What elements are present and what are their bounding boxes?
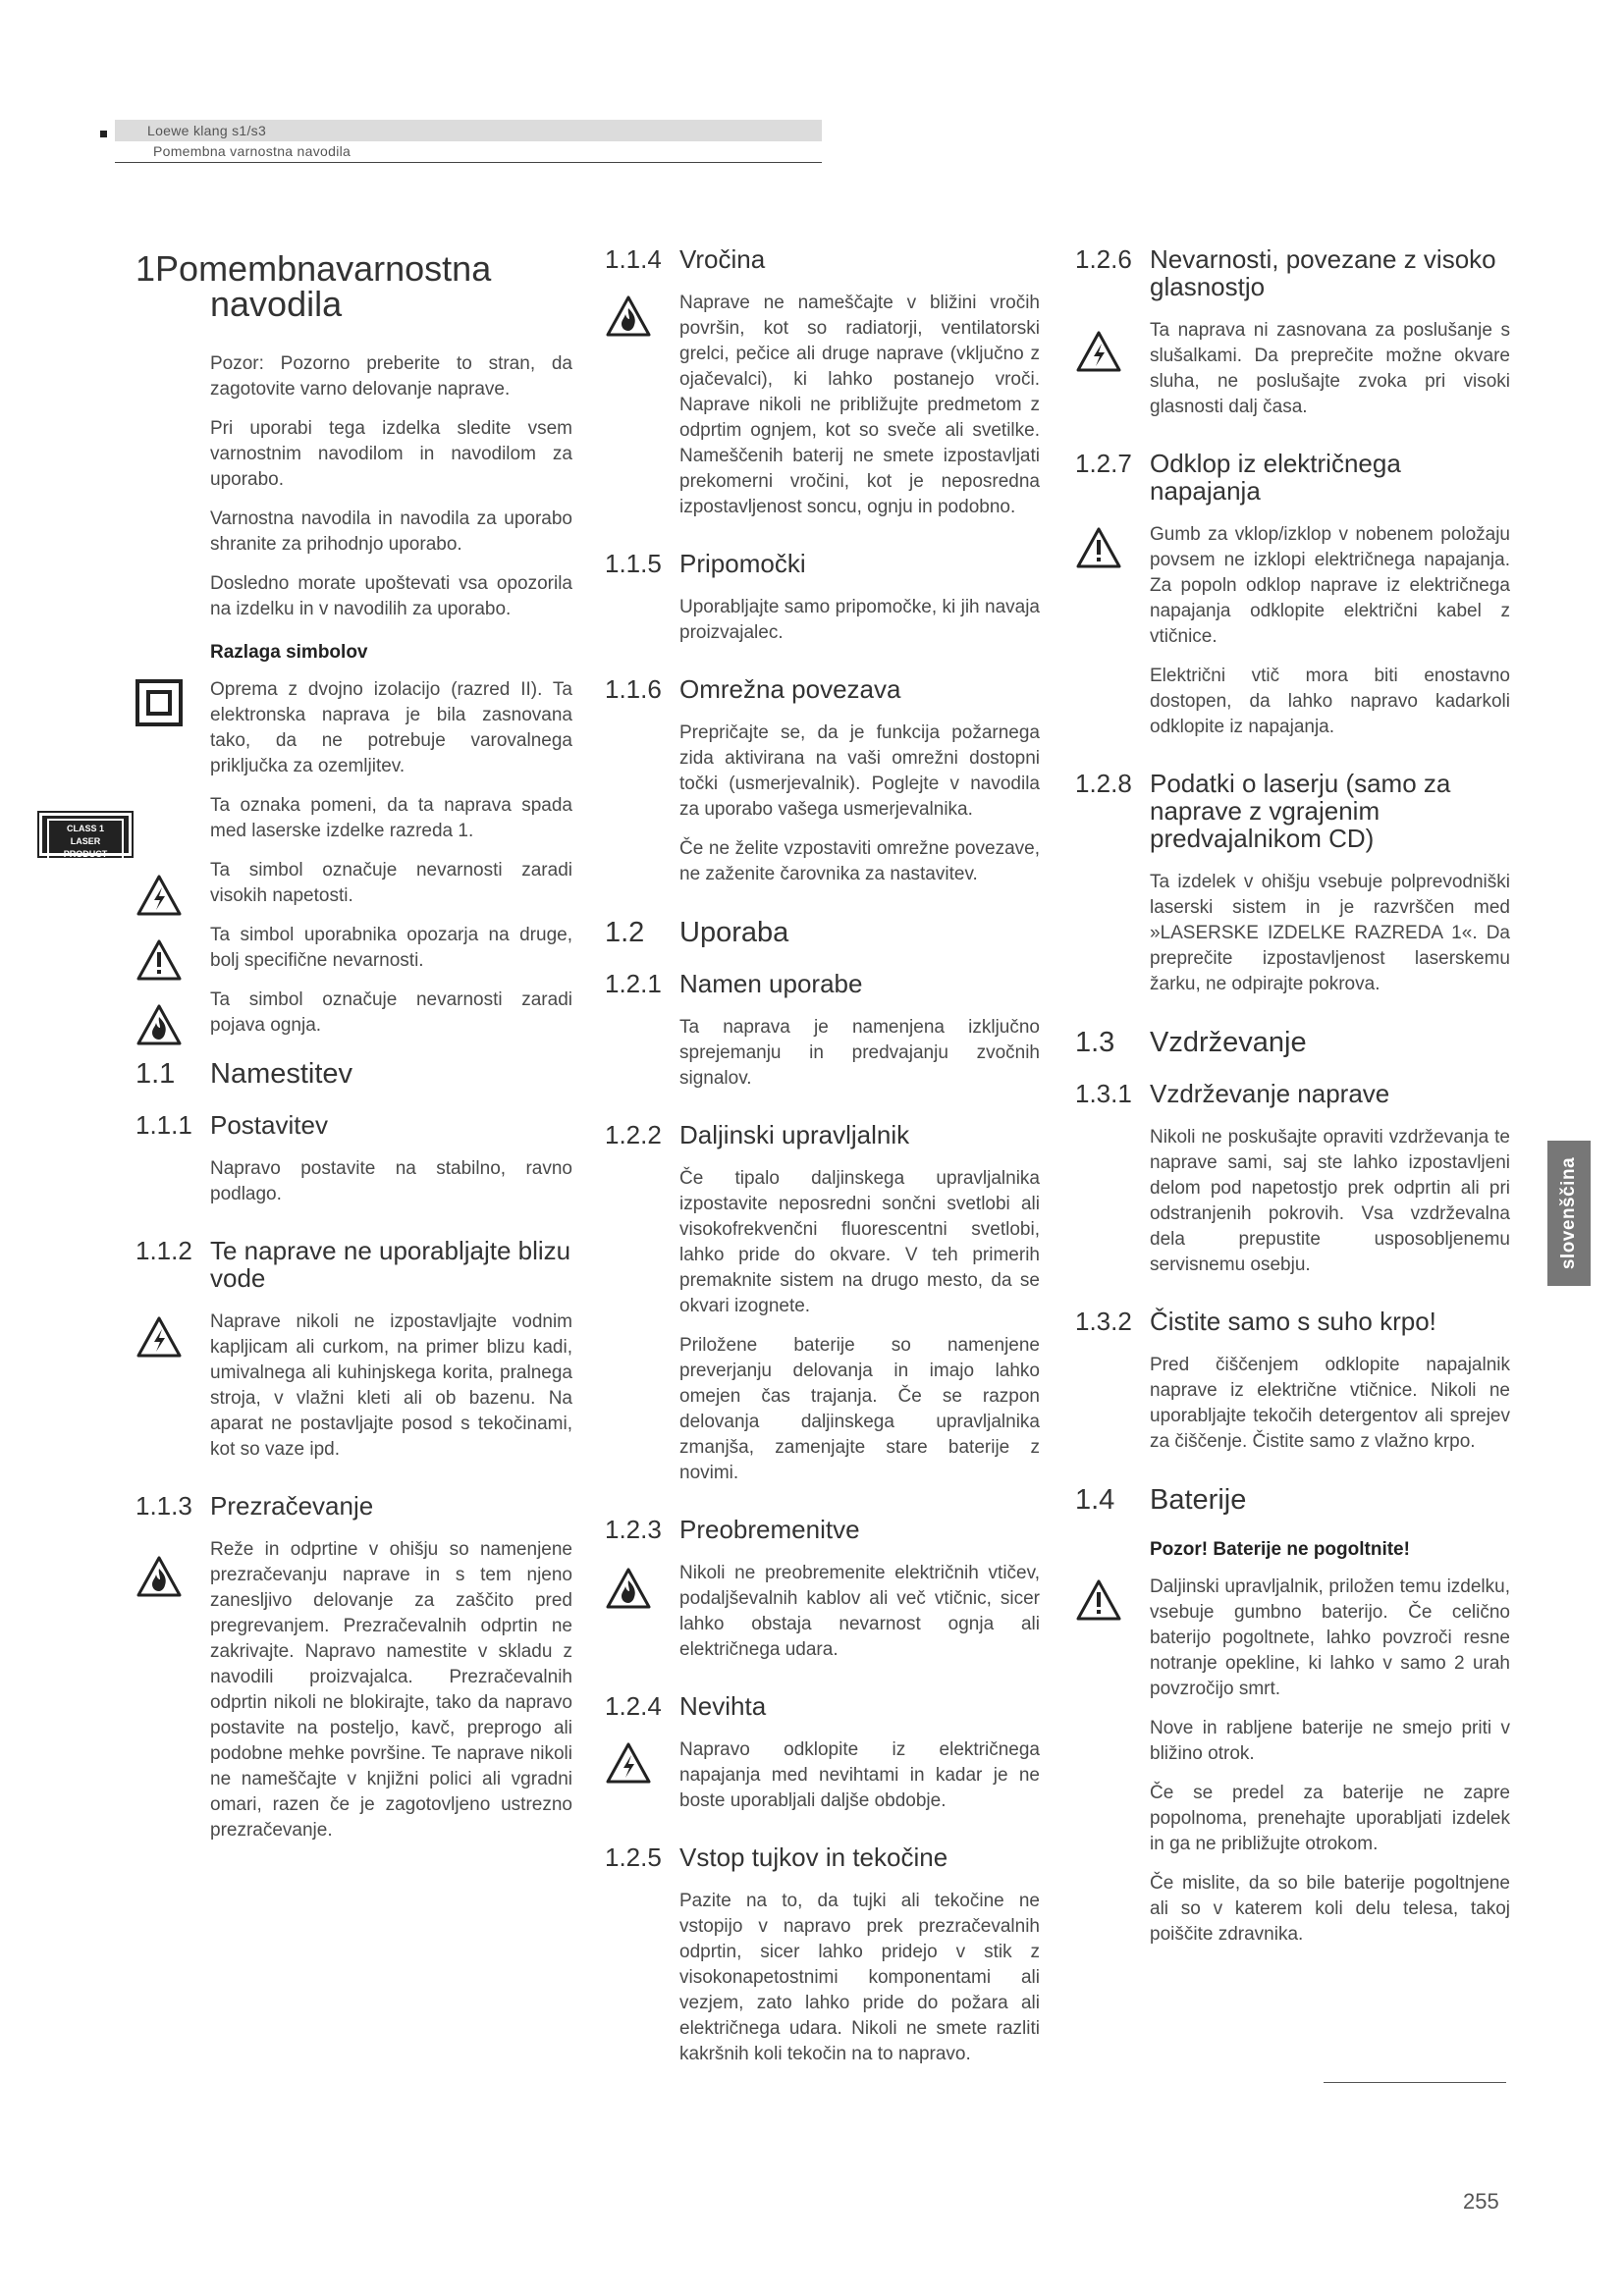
- subsection-heading: [1075, 245, 1510, 300]
- subsection-heading: [135, 1111, 572, 1139]
- subsection-heading: [135, 1237, 572, 1292]
- header-product: Loewe klang s1/s3: [115, 120, 822, 141]
- section-heading: [135, 1058, 572, 1090]
- warning-block: [1075, 1575, 1510, 1702]
- subsection-heading: [605, 675, 1040, 703]
- language-tab-label: slovenščina: [1558, 1156, 1579, 1270]
- section-title: Namestitev: [210, 1058, 353, 1090]
- laser-label-line-2: LASER PRODUCT: [63, 836, 108, 859]
- body-paragraph: Nikoli ne preobremenite električnih vtičev, podaljševalnih kablov ali več vtičnic, sicer lahko obstaja nevarnost ognja ali električnega udara.: [679, 1563, 1040, 1660]
- body-paragraph: Gumb za vklop/izklop v nobenem položaju povsem ne izklopi električnega napajanja. Za popoln odklop naprave iz električnega napajanja odklopite električni kabel z vtičnice.: [1150, 524, 1510, 647]
- symbol-entry: [63, 793, 572, 859]
- subsection-number: 1.2.6: [1075, 244, 1132, 274]
- section-number: 1.1: [135, 1058, 176, 1090]
- body-paragraph: Naprave nikoli ne izpostavljajte vodnim kapljicam ali curkom, na primer blizu kadi, umivalnega ali kuhinjskega korita, pralnega stroja, v vlažni kleti ali ob bazenu. Na aparat ne postavljajte posod s tekočinami, kot so vaze ipd.: [210, 1311, 572, 1460]
- title-number: 1: [135, 248, 156, 289]
- symbol-text: Ta simbol označuje nevarnosti zaradi visokih napetosti.: [210, 860, 572, 906]
- body-paragraph: Če mislite, da so bile baterije pogoltnjene ali so v katerem koli delu telesa, takoj poiščite zdravnika.: [1150, 1873, 1510, 1945]
- subsection-heading: [135, 1492, 572, 1520]
- body-paragraph: Reže in odprtine v ohišju so namenjene prezračevanju naprave in s tem njeno zanesljivo delovanje za zaščito pred pregrevanjem. Prezračevalnih odprtin ne zakrivajte. Napravo namestite v skladu z navodili proizvajalca. Prezračevalnih odprtin nikoli ne blokirajte, tako da napravo postavite na posteljo, kavč, preprogo ali podobne mehke površine. Te naprave nikoli ne nameščajte v knjižni polici ali vgradni omari, razen če je zagotovljeno ustrezno prezračevanje.: [210, 1539, 572, 1841]
- subsection-number: 1.1.2: [135, 1236, 192, 1265]
- subsection-number: 1.1.1: [135, 1110, 192, 1140]
- title-line-1: Pomembnavarnostna: [155, 248, 492, 289]
- intro-paragraph: Varnostna navodila in navodila za uporabo shranite za prihodnjo uporabo.: [210, 508, 572, 555]
- subsection-heading: [1075, 1308, 1510, 1335]
- subsection-number: 1.1.6: [605, 674, 662, 704]
- subsection-title: Vstop tujkov in tekočine: [679, 1842, 948, 1872]
- body-paragraph: Če tipalo daljinskega upravljalnika izpostavite neposredni sončni svetlobi ali visokofrekvenčni fluorescentni svetlobi, lahko pride do okvare. V teh primerih premaknite sistem na drugo mesto, da se okvari izognete.: [679, 1168, 1040, 1316]
- body-paragraph: Priložene baterije so namenjene preverjanju delovanja in imajo lahko omejen čas trajanja. Če se razpon delovanja daljinskega upravljalnika zmanjša, zamenjajte stare baterije z novimi.: [679, 1335, 1040, 1483]
- high-voltage-warning-icon: [1075, 330, 1122, 373]
- body-paragraph: Nikoli ne poskušajte opraviti vzdrževanja te naprave sami, saj ste lahko izpostavljeni delom pod napetostjo prek odprtin ali pri odstranjenih pokrovih. Vsa vzdrževalna dela prepustite usposobljenemu servisnemu osebju.: [1150, 1127, 1510, 1275]
- header-bullet-icon: [100, 131, 107, 137]
- section-heading: [1075, 1027, 1510, 1058]
- subsection-title: Nevihta: [679, 1691, 767, 1721]
- subsection-heading: [1075, 450, 1510, 505]
- body-paragraph: Nove in rabljene baterije ne smejo priti v bližino otrok.: [1150, 1718, 1510, 1764]
- warning-block: [605, 1737, 1040, 1814]
- subsection-number: 1.1.5: [605, 549, 662, 578]
- subsection-number: 1.2.3: [605, 1515, 662, 1544]
- subsection-title: Vzdrževanje naprave: [1150, 1079, 1390, 1108]
- intro-paragraph: Dosledno morate upoštevati vsa opozorila na izdelku in v navodilih za uporabo.: [210, 573, 572, 619]
- subsection-heading: [1075, 1080, 1510, 1107]
- subsection-title: Odklop iz električnega napajanja: [1150, 449, 1401, 506]
- symbol-entry: [135, 677, 572, 779]
- language-tab: [1547, 1141, 1591, 1286]
- section-heading: [605, 917, 1040, 948]
- fire-warning-icon: [605, 1567, 652, 1610]
- battery-warning-heading: Pozor! Baterije ne pogoltnite!: [1150, 1539, 1410, 1560]
- section-number: 1.3: [1075, 1027, 1115, 1058]
- fire-warning-icon: [605, 294, 652, 338]
- header-section: Pomembna varnostna navodila: [115, 141, 822, 163]
- subsection-number: 1.2.8: [1075, 769, 1132, 798]
- subsection-title: Preobremenitve: [679, 1515, 860, 1544]
- body-paragraph: Ta naprava je namenjena izključno sprejemanju in predvajanju zvočnih signalov.: [679, 1017, 1040, 1089]
- subsection-number: 1.3.1: [1075, 1079, 1132, 1108]
- intro-paragraph: Pozor: Pozorno preberite to stran, da zagotovite varno delovanje naprave.: [210, 353, 572, 400]
- body-paragraph: Uporabljajte samo pripomočke, ki jih navaja proizvajalec.: [679, 597, 1040, 643]
- subsection-number: 1.1.3: [135, 1491, 192, 1521]
- general-warning-icon: [1075, 526, 1122, 569]
- fire-warning-icon: [135, 1555, 183, 1598]
- subsection-title: Namen uporabe: [679, 969, 863, 998]
- warning-block: [605, 291, 1040, 520]
- subsection-heading: [605, 970, 1040, 997]
- body-paragraph: Če ne želite vzpostaviti omrežne povezave, ne zaženite čarovnika za nastavitev.: [679, 838, 1040, 884]
- section-number: 1.4: [1075, 1484, 1115, 1516]
- symbol-text: Oprema z dvojno izolacijo (razred II). Ta elektronska naprava je bila zasnovana tako, da ne potrebuje varovalnega priključka za ozemljitev.: [210, 679, 572, 776]
- symbol-entry: [135, 923, 572, 974]
- subsection-heading: [605, 1121, 1040, 1148]
- subsection-number: 1.2.1: [605, 969, 662, 998]
- body-paragraph: Napravo odklopite iz električnega napajanja med nevihtami in kadar je ne boste uporabljali daljše obdobje.: [679, 1739, 1040, 1811]
- column-1: [63, 245, 572, 1857]
- warning-block: [1075, 522, 1510, 650]
- body-paragraph: Če se predel za baterije ne zapre popolnoma, prenehajte uporabljati izdelek in ga ne približujte otrokom.: [1150, 1783, 1510, 1854]
- subsection-heading: [1075, 770, 1510, 852]
- page-title: [135, 248, 572, 324]
- subsection-title: Postavitev: [210, 1110, 328, 1140]
- subsection-title: Vročina: [679, 244, 766, 274]
- body-paragraph: Prepričajte se, da je funkcija požarnega zida aktivirana na vaši omrežni dostopni točki (usmerjevalnik). Poglejte v navodila za uporabo vašega usmerjevalnika.: [679, 722, 1040, 820]
- warning-block: [605, 1561, 1040, 1663]
- warning-block: [135, 1537, 572, 1843]
- subsection-number: 1.3.2: [1075, 1307, 1132, 1336]
- symbol-text: Ta oznaka pomeni, da ta naprava spada med laserske izdelke razreda 1.: [210, 795, 572, 841]
- intro-paragraph: Pri uporabi tega izdelka sledite vsem varnostnim navodilom in navodilom za uporabo.: [210, 418, 572, 490]
- section-title: Uporaba: [679, 917, 789, 948]
- warning-block: [1075, 318, 1510, 420]
- body-paragraph: Ta izdelek v ohišju vsebuje polprevodniški laserski sistem in je razvrščen med »LASERSKE IZDELKE RAZREDA 1«. Da preprečite izpostavljenost laserskemu žarku, ne odpirajte pokrova.: [1150, 872, 1510, 994]
- end-rule: [1324, 2082, 1506, 2083]
- title-line-2: navodila: [210, 284, 343, 324]
- column-2: [605, 245, 1040, 2081]
- subsection-title: Pripomočki: [679, 549, 806, 578]
- general-warning-icon: [1075, 1578, 1122, 1622]
- high-voltage-warning-icon: [135, 1315, 183, 1359]
- subsection-title: Prezračevanje: [210, 1491, 374, 1521]
- symbol-text: Ta simbol označuje nevarnosti zaradi pojava ognja.: [210, 989, 572, 1036]
- subsection-number: 1.2.5: [605, 1842, 662, 1872]
- general-warning-icon: [135, 938, 183, 982]
- body-paragraph: Pazite na to, da tujki ali tekočine ne vstopijo v napravo prek prezračevalnih odprtin, sicer lahko pridejo v stik z visokonapetostnimi komponentami ali vezjem, zato lahko pride do požara ali električnega udara. Nikoli ne smete razliti kakršnih koli tekočin na to napravo.: [679, 1891, 1040, 2064]
- body-paragraph: Električni vtič mora biti enostavno dostopen, da lahko napravo kadarkoli odklopite iz napajanja.: [1150, 666, 1510, 737]
- subsection-title: Podatki o laserju (samo za naprave z vgrajenim predvajalnikom CD): [1150, 769, 1451, 853]
- subsection-title: Daljinski upravljalnik: [679, 1120, 910, 1149]
- body-paragraph: Daljinski upravljalnik, priložen temu izdelku, vsebuje gumbno baterijo. Če celično baterijo pogoltnete, lahko povzroči resne notranje opekline, ki lahko v samo 2 urah povzročijo smrt.: [1150, 1576, 1510, 1699]
- body-paragraph: Pred čiščenjem odklopite napajalnik naprave iz električne vtičnice. Nikoli ne uporabljajte tekočih detergentov ali sprejev za čiščenje. Čistite samo z vlažno krpo.: [1150, 1355, 1510, 1452]
- laser-class-label-icon: [37, 811, 134, 858]
- symbols-heading: Razlaga simbolov: [210, 642, 368, 663]
- subsection-heading: [605, 1516, 1040, 1543]
- body-paragraph: Napravo postavite na stabilno, ravno podlago.: [210, 1158, 572, 1204]
- symbol-entry: [135, 858, 572, 909]
- body-paragraph: Ta naprava ni zasnovana za poslušanje s slušalkami. Da preprečite možne okvare sluha, ne poslušajte zvoka pri visoki glasnosti dalj časa.: [1150, 320, 1510, 417]
- section-heading: [1075, 1484, 1510, 1516]
- fire-warning-icon: [135, 1003, 183, 1046]
- subsection-number: 1.2.4: [605, 1691, 662, 1721]
- subsection-heading: [605, 1692, 1040, 1720]
- laser-label-line-1: CLASS 1: [66, 824, 104, 833]
- page-number: 255: [1463, 2189, 1499, 2214]
- symbol-entry: [135, 988, 572, 1039]
- subsection-number: 1.2.7: [1075, 449, 1132, 478]
- section-title: Baterije: [1150, 1484, 1247, 1516]
- subsection-title: Te naprave ne uporabljajte blizu vode: [210, 1236, 571, 1293]
- high-voltage-warning-icon: [605, 1741, 652, 1785]
- symbol-text: Ta simbol uporabnika opozarja na druge, bolj specifične nevarnosti.: [210, 925, 572, 971]
- double-insulation-icon: [135, 679, 183, 726]
- subsection-title: Nevarnosti, povezane z visoko glasnostjo: [1150, 244, 1496, 301]
- subsection-number: 1.2.2: [605, 1120, 662, 1149]
- high-voltage-warning-icon: [135, 874, 183, 917]
- subsection-number: 1.1.4: [605, 244, 662, 274]
- subsection-heading: [605, 245, 1040, 273]
- warning-block: [135, 1309, 572, 1463]
- subsection-heading: [605, 550, 1040, 577]
- body-paragraph: Naprave ne nameščajte v bližini vročih površin, kot so radiatorji, ventilatorski grelci, pečice ali druge naprave (vključno z ojačevalci), ki lahko postanejo vroči. Naprave nikoli ne približujte predmetom z odprtim ognjem, kot so sveče ali svetilke. Nameščenih baterij ne smete izpostavljati prekomerni vročini, kot je neposredna izpostavljenost soncu, ognju in podobno.: [679, 293, 1040, 517]
- page-header: [115, 120, 822, 163]
- subsection-heading: [605, 1843, 1040, 1871]
- section-number: 1.2: [605, 917, 645, 948]
- subsection-title: Omrežna povezava: [679, 674, 901, 704]
- column-3: [1075, 245, 1510, 1961]
- section-title: Vzdrževanje: [1150, 1027, 1307, 1058]
- subsection-title: Čistite samo s suho krpo!: [1150, 1307, 1436, 1336]
